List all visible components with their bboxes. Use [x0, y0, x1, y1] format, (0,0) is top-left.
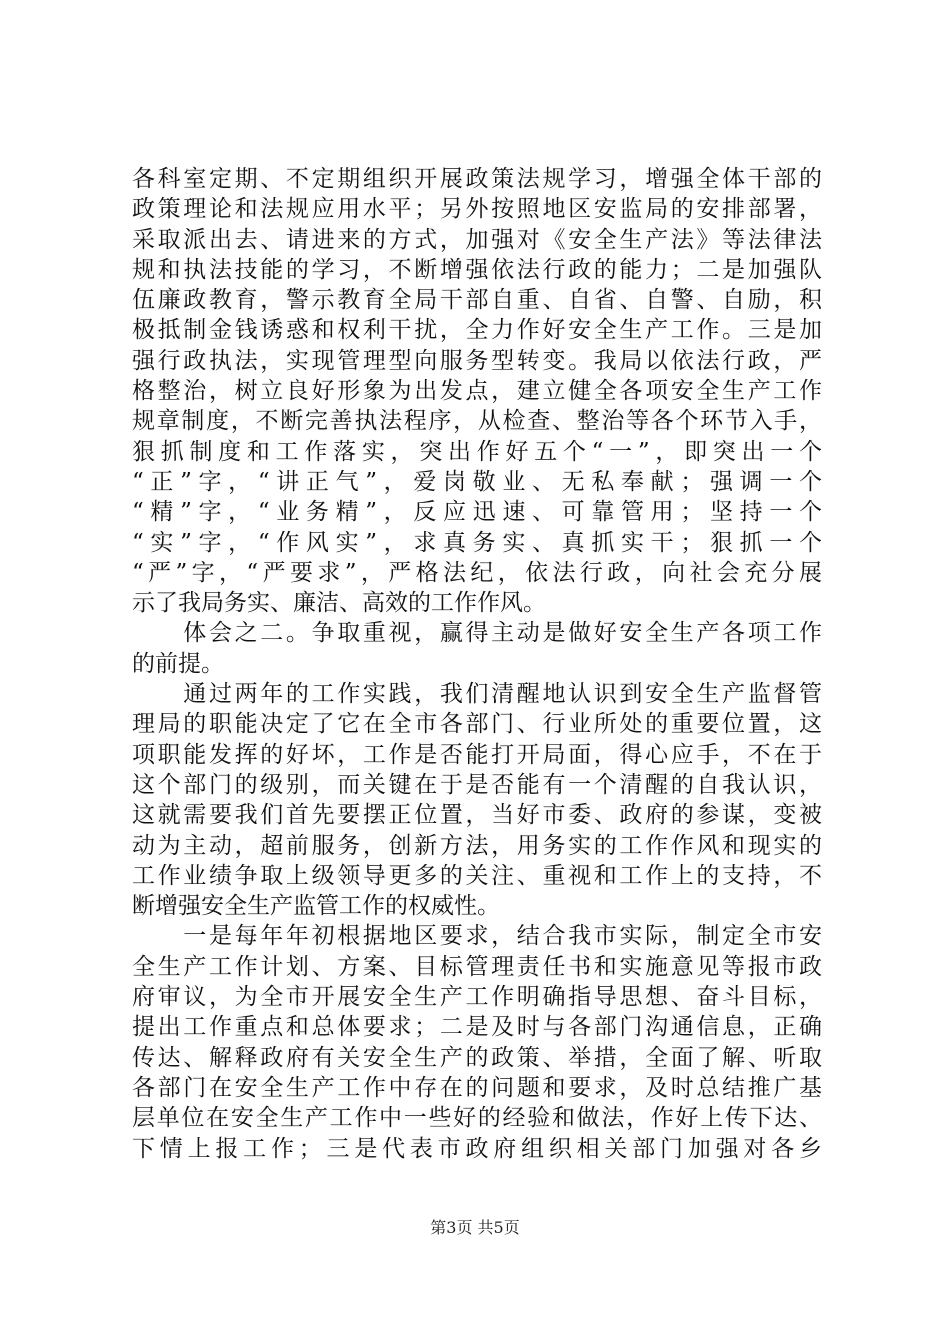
- text-line: 的前提。: [132, 650, 224, 677]
- text-line: 传达、解释政府有关安全生产的政策、举措，全面了解、听取: [132, 1044, 822, 1071]
- text-line: 提出工作重点和总体要求；二是及时与各部门沟通信息，正确: [132, 1014, 822, 1041]
- text-line: 一是每年年初根据地区要求，结合我市实际，制定全市安: [132, 923, 822, 950]
- text-line: 这就需要我们首先要摆正位置，当好市委、政府的参谋，变被: [132, 802, 822, 829]
- text-line: 工作业绩争取上级领导更多的关注、重视和工作上的支持，不: [132, 862, 822, 889]
- text-line: 项职能发挥的好坏，工作是否能打开局面，得心应手，不在于: [132, 741, 822, 768]
- text-line: 狠抓制度和工作落实，突出作好五个“一”，即突出一个: [132, 438, 822, 465]
- text-line: “严”字，“严要求”，严格法纪，依法行政，向社会充分展: [132, 559, 822, 586]
- text-line: 这个部门的级别，而关键在于是否能有一个清醒的自我认识，: [132, 771, 822, 798]
- text-line: 采取派出去、请进来的方式，加强对《安全生产法》等法律法: [132, 226, 822, 253]
- text-line: 政策理论和法规应用水平；另外按照地区安监局的安排部署，: [132, 196, 822, 223]
- text-line: “正”字，“讲正气”，爱岗敬业、无私奉献；强调一个: [132, 468, 822, 495]
- document-body: [132, 164, 822, 1164]
- text-line: 示了我局务实、廉洁、高效的工作作风。: [132, 590, 546, 617]
- text-line: “精”字，“业务精”，反应迅速、可靠管用；坚持一个: [132, 499, 822, 526]
- text-line: 强行政执法，实现管理型向服务型转变。我局以依法行政，严: [132, 347, 822, 374]
- text-line: 全生产工作计划、方案、目标管理责任书和实施意见等报市政: [132, 953, 822, 980]
- text-line: 各科室定期、不定期组织开展政策法规学习，增强全体干部的: [132, 166, 822, 192]
- text-line: 动为主动，超前服务，创新方法，用务实的工作作风和现实的: [132, 832, 822, 859]
- text-line: 极抵制金钱诱惑和权利干扰，全力作好安全生产工作。三是加: [132, 317, 822, 344]
- text-line: 层单位在安全生产工作中一些好的经验和做法，作好上传下达、: [132, 1105, 822, 1132]
- page-number-footer: 第3页 共5页: [430, 1218, 520, 1237]
- text-line: 伍廉政教育，警示教育全局干部自重、自省、自警、自励，积: [132, 287, 822, 314]
- text-line: 府审议，为全市开展安全生产工作明确指导思想、奋斗目标，: [132, 984, 822, 1011]
- text-line: 体会之二。争取重视，赢得主动是做好安全生产各项工作: [132, 620, 822, 647]
- text-line: 通过两年的工作实践，我们清醒地认识到安全生产监督管: [132, 681, 822, 708]
- text-line: “实”字，“作风实”，求真务实、真抓实干；狠抓一个: [132, 529, 822, 556]
- text-line: 各部门在安全生产工作中存在的问题和要求，及时总结推广基: [132, 1074, 822, 1101]
- text-line: 下情上报工作；三是代表市政府组织相关部门加强对各乡: [132, 1135, 822, 1162]
- text-line: 规和执法技能的学习，不断增强依法行政的能力；二是加强队: [132, 256, 822, 283]
- text-line: 理局的职能决定了它在全市各部门、行业所处的重要位置，这: [132, 711, 822, 738]
- text-line: 断增强安全生产监管工作的权威性。: [132, 893, 500, 920]
- text-line: 规章制度，不断完善执法程序，从检查、整治等各个环节入手，: [132, 408, 822, 435]
- text-line: 格整治，树立良好形象为出发点，建立健全各项安全生产工作: [132, 378, 822, 405]
